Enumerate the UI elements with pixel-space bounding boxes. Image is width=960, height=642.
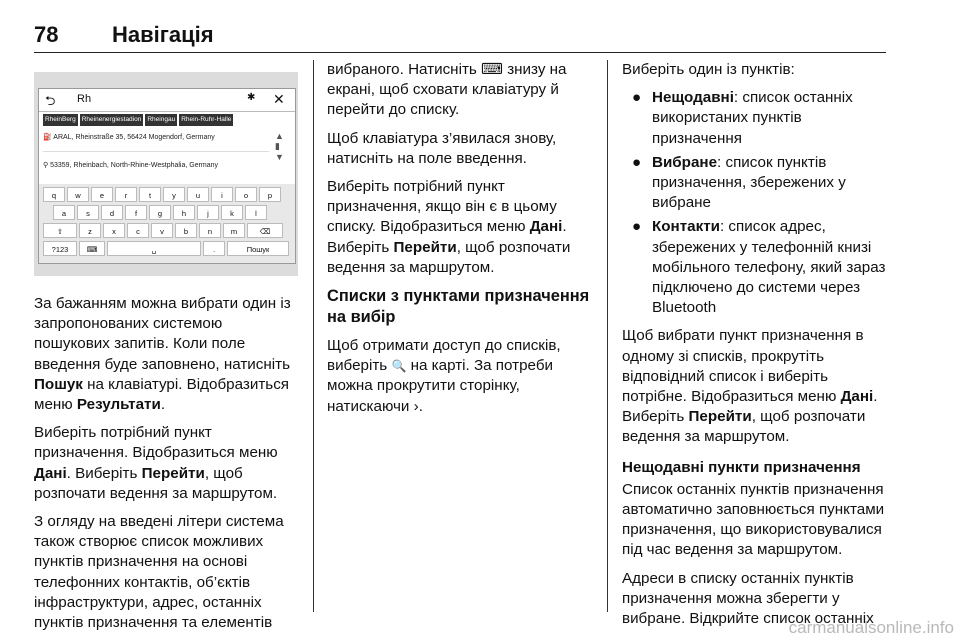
paragraph: Щоб клавіатура з’явилася знову, натисніть на поле введення. [327,129,557,167]
keyboard-row [43,223,285,239]
keyboard-row [53,205,269,221]
backspace-icon: ⌫ [247,223,283,238]
star-icon: ✱ [247,92,256,103]
space-key: ␣ [107,241,201,256]
sub-heading: Нещодавні пункти призначення [622,458,861,476]
result-text: 53359, Rheinbach, North-Rhine-Westphalia, Germany [50,162,219,169]
key: . [203,241,225,256]
key: r [115,187,137,202]
list-item: ● Нещодавні: список останніх використаних пунктів призначення [632,89,853,147]
suggestion-chip: Rheingau [145,114,177,126]
screenshot-result-row [43,133,215,141]
key: m [223,223,245,238]
watermark: carmanualsonline.info [788,618,954,637]
key: h [173,205,195,220]
paragraph: Адреси в списку останніх пунктів призначення можна зберегти у вибране. Відкрийте список останніх [622,569,874,628]
page-header [34,18,886,53]
paragraph: Список останніх пунктів призначення автоматично заповнюється пунктами призначення, що використовувалися під час ведення за маршрутом. [622,480,885,559]
right-column [622,60,888,637]
key: j [197,205,219,220]
left-column [34,294,300,641]
key: y [163,187,185,202]
paragraph: Щоб отримати доступ до списків, виберіть 🔍 на карті. За потреби можна прокрутити сторінку, натискаючи ›. [327,337,561,415]
paragraph: Щоб вибрати пункт призначення в одному зі списків, прокрутіть відповідний список і виберіть потрібне. Відобразиться меню Дані. Виберіть Перейти, щоб розпочати ведення за маршрутом. [622,327,878,446]
search-key: Пошук [227,241,289,256]
key: k [221,205,243,220]
key: q [43,187,65,202]
key: a [53,205,75,220]
key: c [127,223,149,238]
bullet-list [622,88,888,318]
bullet-icon: ● [632,89,642,107]
key: o [235,187,257,202]
key: g [149,205,171,220]
key: x [103,223,125,238]
key: b [175,223,197,238]
keyboard-hide-icon: ⌨ [79,241,105,256]
screenshot-suggestion-chips [43,114,235,126]
paragraph: З огляду на введені літери система також створює список можливих пунктів призначення на основі телефонних контактів, об’єктів інфраструктури, адрес, останніх пунктів призначення та елементів [34,513,284,632]
key: u [187,187,209,202]
key: z [79,223,101,238]
key: e [91,187,113,202]
keyboard-row [43,241,291,257]
key: l [245,205,267,220]
chevron-right-icon: › [413,397,419,415]
navigation-screenshot-figure [34,72,298,276]
screenshot-keyboard [39,184,295,263]
bullet-icon: ● [632,153,642,171]
screenshot-result-row [43,161,218,169]
back-icon: ⮌ [45,93,56,108]
keyboard-hide-icon: ⌨ [481,61,503,78]
paragraph: Виберіть потрібний пункт призначення, якщо він є в цьому списку. Відобразиться меню Дані. Виберіть Перейти, щоб розпочати ведення за маршрутом. [327,178,571,276]
suggestion-chip: Rhein-Ruhr-Halle [179,114,233,126]
location-pin-icon: ⚲ [43,162,49,169]
screenshot-screen [38,88,296,264]
poi-icon: ⛽ [43,134,52,141]
key: d [101,205,123,220]
key: i [211,187,233,202]
symbols-key: ?123 [43,241,77,256]
key: n [199,223,221,238]
scroll-indicator-icon: ▲ ▮ ▼ [275,131,284,162]
suggestion-chip: RheinBerg [43,114,78,126]
key: f [125,205,147,220]
key: t [139,187,161,202]
section-heading: Списки з пунктами призначення на вибір [327,287,590,327]
key: p [259,187,281,202]
paragraph: За бажанням можна вибрати один із запропонованих системою пошукових запитів. Коли поле введення буде заповнено, натисніть Пошук на клавіатурі. Відобразиться меню Результати. [34,295,291,414]
close-icon: ✕ [273,91,285,107]
column-divider [607,60,608,612]
screenshot-search-bar [39,89,295,112]
paragraph: Виберіть потрібний пункт призначення. Відобразиться меню Дані. Виберіть Перейти, щоб розпочати ведення за маршрутом. [34,424,278,502]
suggestion-chip: Rheinenergiestadion [80,114,144,126]
bullet-icon: ● [632,218,642,236]
list-item: ● Контакти: список адрес, збережених у телефонній книзі мобільного телефону, який зараз підключено до системи через Bluetooth [632,218,886,317]
shift-icon: ⇧ [43,223,77,238]
middle-column [327,60,597,425]
page-title: Навігація [112,22,214,47]
key: w [67,187,89,202]
screenshot-query-text: Rh [77,93,92,105]
page-number: 78 [34,22,59,47]
column-divider [313,60,314,612]
paragraph: вибраного. Натисніть ⌨ знизу на екрані, щоб сховати клавіатуру й перейти до списку. [327,61,567,119]
keyboard-row [43,187,283,203]
result-text: ARAL, Rheinstraße 35, 56424 Mogendorf, Germany [53,134,215,141]
list-item: ● Вибране: список пунктів призначення, збережених у вибране [632,153,846,212]
paragraph: Виберіть один із пунктів: [622,61,795,78]
key: s [77,205,99,220]
divider [43,151,269,152]
search-icon: 🔍 [391,359,407,374]
key: v [151,223,173,238]
